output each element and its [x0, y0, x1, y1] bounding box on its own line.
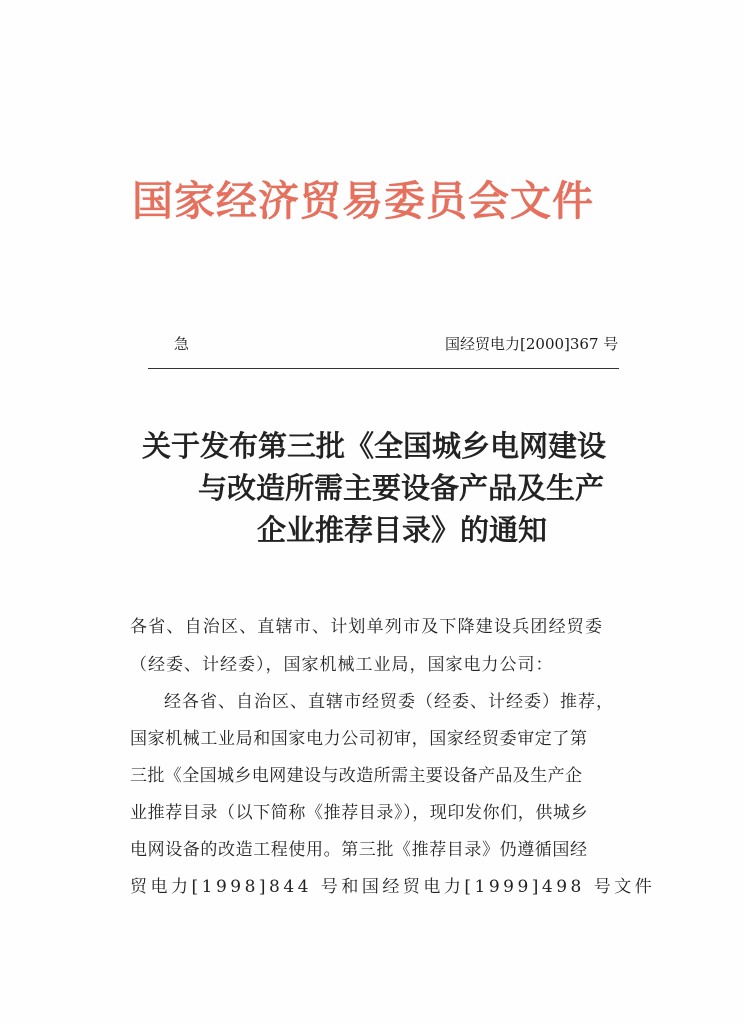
body-line-6: 业推荐目录（以下简称《推荐目录》），现印发你们，供城乡 [130, 803, 589, 823]
title-line-1: 关于发布第三批《全国城乡电网建设 [142, 429, 607, 463]
document-number: 国经贸电力[2000]367 号 [445, 335, 619, 353]
title-line-3: 企业推荐目录》的通知 [257, 513, 548, 547]
body-line-8: 贸电力[1998]844 号和国经贸电力[1999]498 号文件 [130, 877, 656, 897]
body-line-1: 各省、自治区、直辖市、计划单列市及下降建设兵团经贸委 [130, 617, 604, 637]
document-masthead: 国家经济贸易委员会文件 [132, 177, 594, 225]
body-line-2: （经委、计经委），国家机械工业局，国家电力公司： [130, 655, 554, 675]
body-line-3: 经各省、自治区、直辖市经贸委（经委、计经委）推荐， [164, 692, 614, 712]
urgency-mark: 急 [174, 335, 190, 353]
header-rule [148, 368, 619, 369]
title-line-2: 与改造所需主要设备产品及生产 [198, 471, 605, 505]
body-line-4: 国家机械工业局和国家电力公司初审，国家经贸委审定了第 [130, 729, 588, 749]
body-line-5: 三批《全国城乡电网建设与改造所需主要设备产品及生产企 [130, 766, 583, 786]
body-line-7: 电网设备的改造工程使用。第三批《推荐目录》仍遵循国经 [130, 840, 588, 860]
